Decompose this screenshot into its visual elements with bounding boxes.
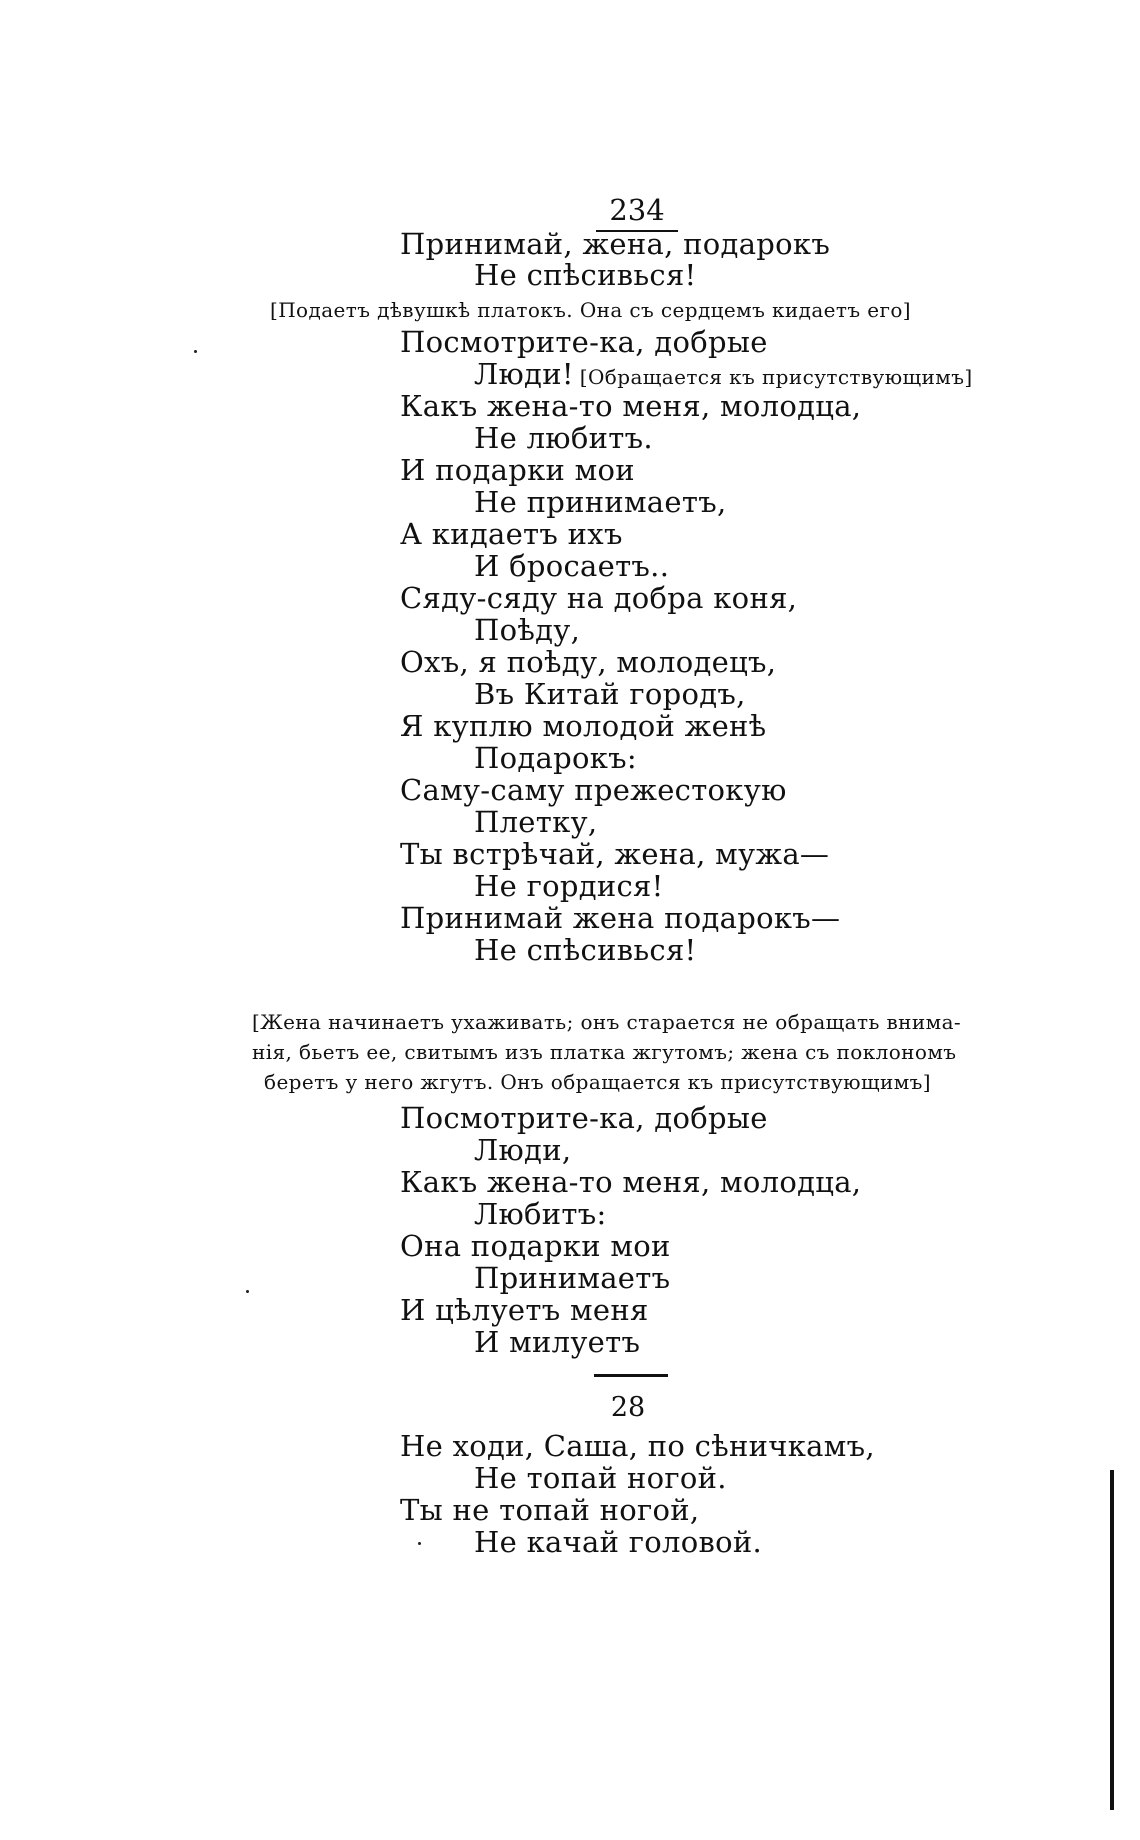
verse-line: Не спѣсивься! bbox=[474, 258, 697, 292]
verse-line: Какъ жена-то меня, молодца, bbox=[400, 1165, 862, 1199]
stage-direction: [Подаетъ дѣвушкѣ платокъ. Она съ сердцемъ кидаетъ его] bbox=[270, 298, 912, 322]
verse-line: И бросаетъ.. bbox=[474, 549, 670, 583]
verse-line: Саму-саму прежестокую bbox=[400, 773, 787, 807]
stage-direction-inline: [Обращается къ присутствующимъ] bbox=[579, 365, 973, 389]
print-speck bbox=[418, 1542, 421, 1545]
verse-line: Въ Китай городъ, bbox=[474, 677, 746, 711]
verse-line: Принимаетъ bbox=[474, 1261, 671, 1295]
verse-line: Посмотрите-ка, добрые bbox=[400, 325, 768, 359]
verse-line: И цѣлуетъ меня bbox=[400, 1293, 649, 1327]
verse-line: Не принимаетъ, bbox=[474, 485, 727, 519]
verse-line: Она подарки мои bbox=[400, 1229, 671, 1263]
verse-line: Посмотрите-ка, добрые bbox=[400, 1101, 768, 1135]
verse-line: Не качай головой. bbox=[474, 1525, 763, 1559]
verse-line: Не любитъ. bbox=[474, 421, 653, 455]
verse-line: Любитъ: bbox=[474, 1197, 607, 1231]
verse-text: Люди! bbox=[474, 357, 574, 391]
section-divider bbox=[594, 1374, 668, 1377]
scan-edge-rule bbox=[1110, 1470, 1114, 1810]
print-speck bbox=[194, 350, 197, 353]
print-speck bbox=[246, 1290, 249, 1293]
page-number: 234 bbox=[596, 192, 678, 232]
verse-line: Люди, bbox=[474, 1133, 572, 1167]
verse-line: Какъ жена-то меня, молодца, bbox=[400, 389, 862, 423]
verse-line: Не гордися! bbox=[474, 869, 664, 903]
stage-direction: нія, бьетъ ее, свитымъ изъ платка жгутомъ; жена съ поклономъ bbox=[252, 1040, 957, 1064]
verse-line: Принимай, жена, подарокъ bbox=[400, 227, 831, 261]
verse-line: Я куплю молодой женѣ bbox=[400, 709, 767, 743]
verse-line: Охъ, я поѣду, молодецъ, bbox=[400, 645, 777, 679]
verse-line: Ты встрѣчай, жена, мужа— bbox=[400, 837, 830, 871]
verse-line: Не спѣсивься! bbox=[474, 933, 697, 967]
song-number: 28 bbox=[610, 1392, 646, 1423]
verse-line: Поѣду, bbox=[474, 613, 581, 647]
stage-direction: беретъ у него жгутъ. Онъ обращается къ присутствующимъ] bbox=[264, 1070, 931, 1094]
verse-line: А кидаетъ ихъ bbox=[400, 517, 623, 551]
stage-direction: [Жена начинаетъ ухаживать; онъ старается не обращать внима- bbox=[252, 1010, 962, 1034]
verse-line: Подарокъ: bbox=[474, 741, 637, 775]
verse-line: Плетку, bbox=[474, 805, 598, 839]
verse-line: Ты не топай ногой, bbox=[400, 1493, 700, 1527]
verse-line: Сяду-сяду на добра коня, bbox=[400, 581, 798, 615]
verse-line: Не топай ногой. bbox=[474, 1461, 727, 1495]
verse-line: И подарки мои bbox=[400, 453, 635, 487]
verse-line-with-direction bbox=[474, 358, 973, 393]
verse-line: Принимай жена подарокъ— bbox=[400, 901, 841, 935]
verse-line: И милуетъ bbox=[474, 1325, 641, 1359]
verse-line: Не ходи, Саша, по сѣничкамъ, bbox=[400, 1429, 875, 1463]
